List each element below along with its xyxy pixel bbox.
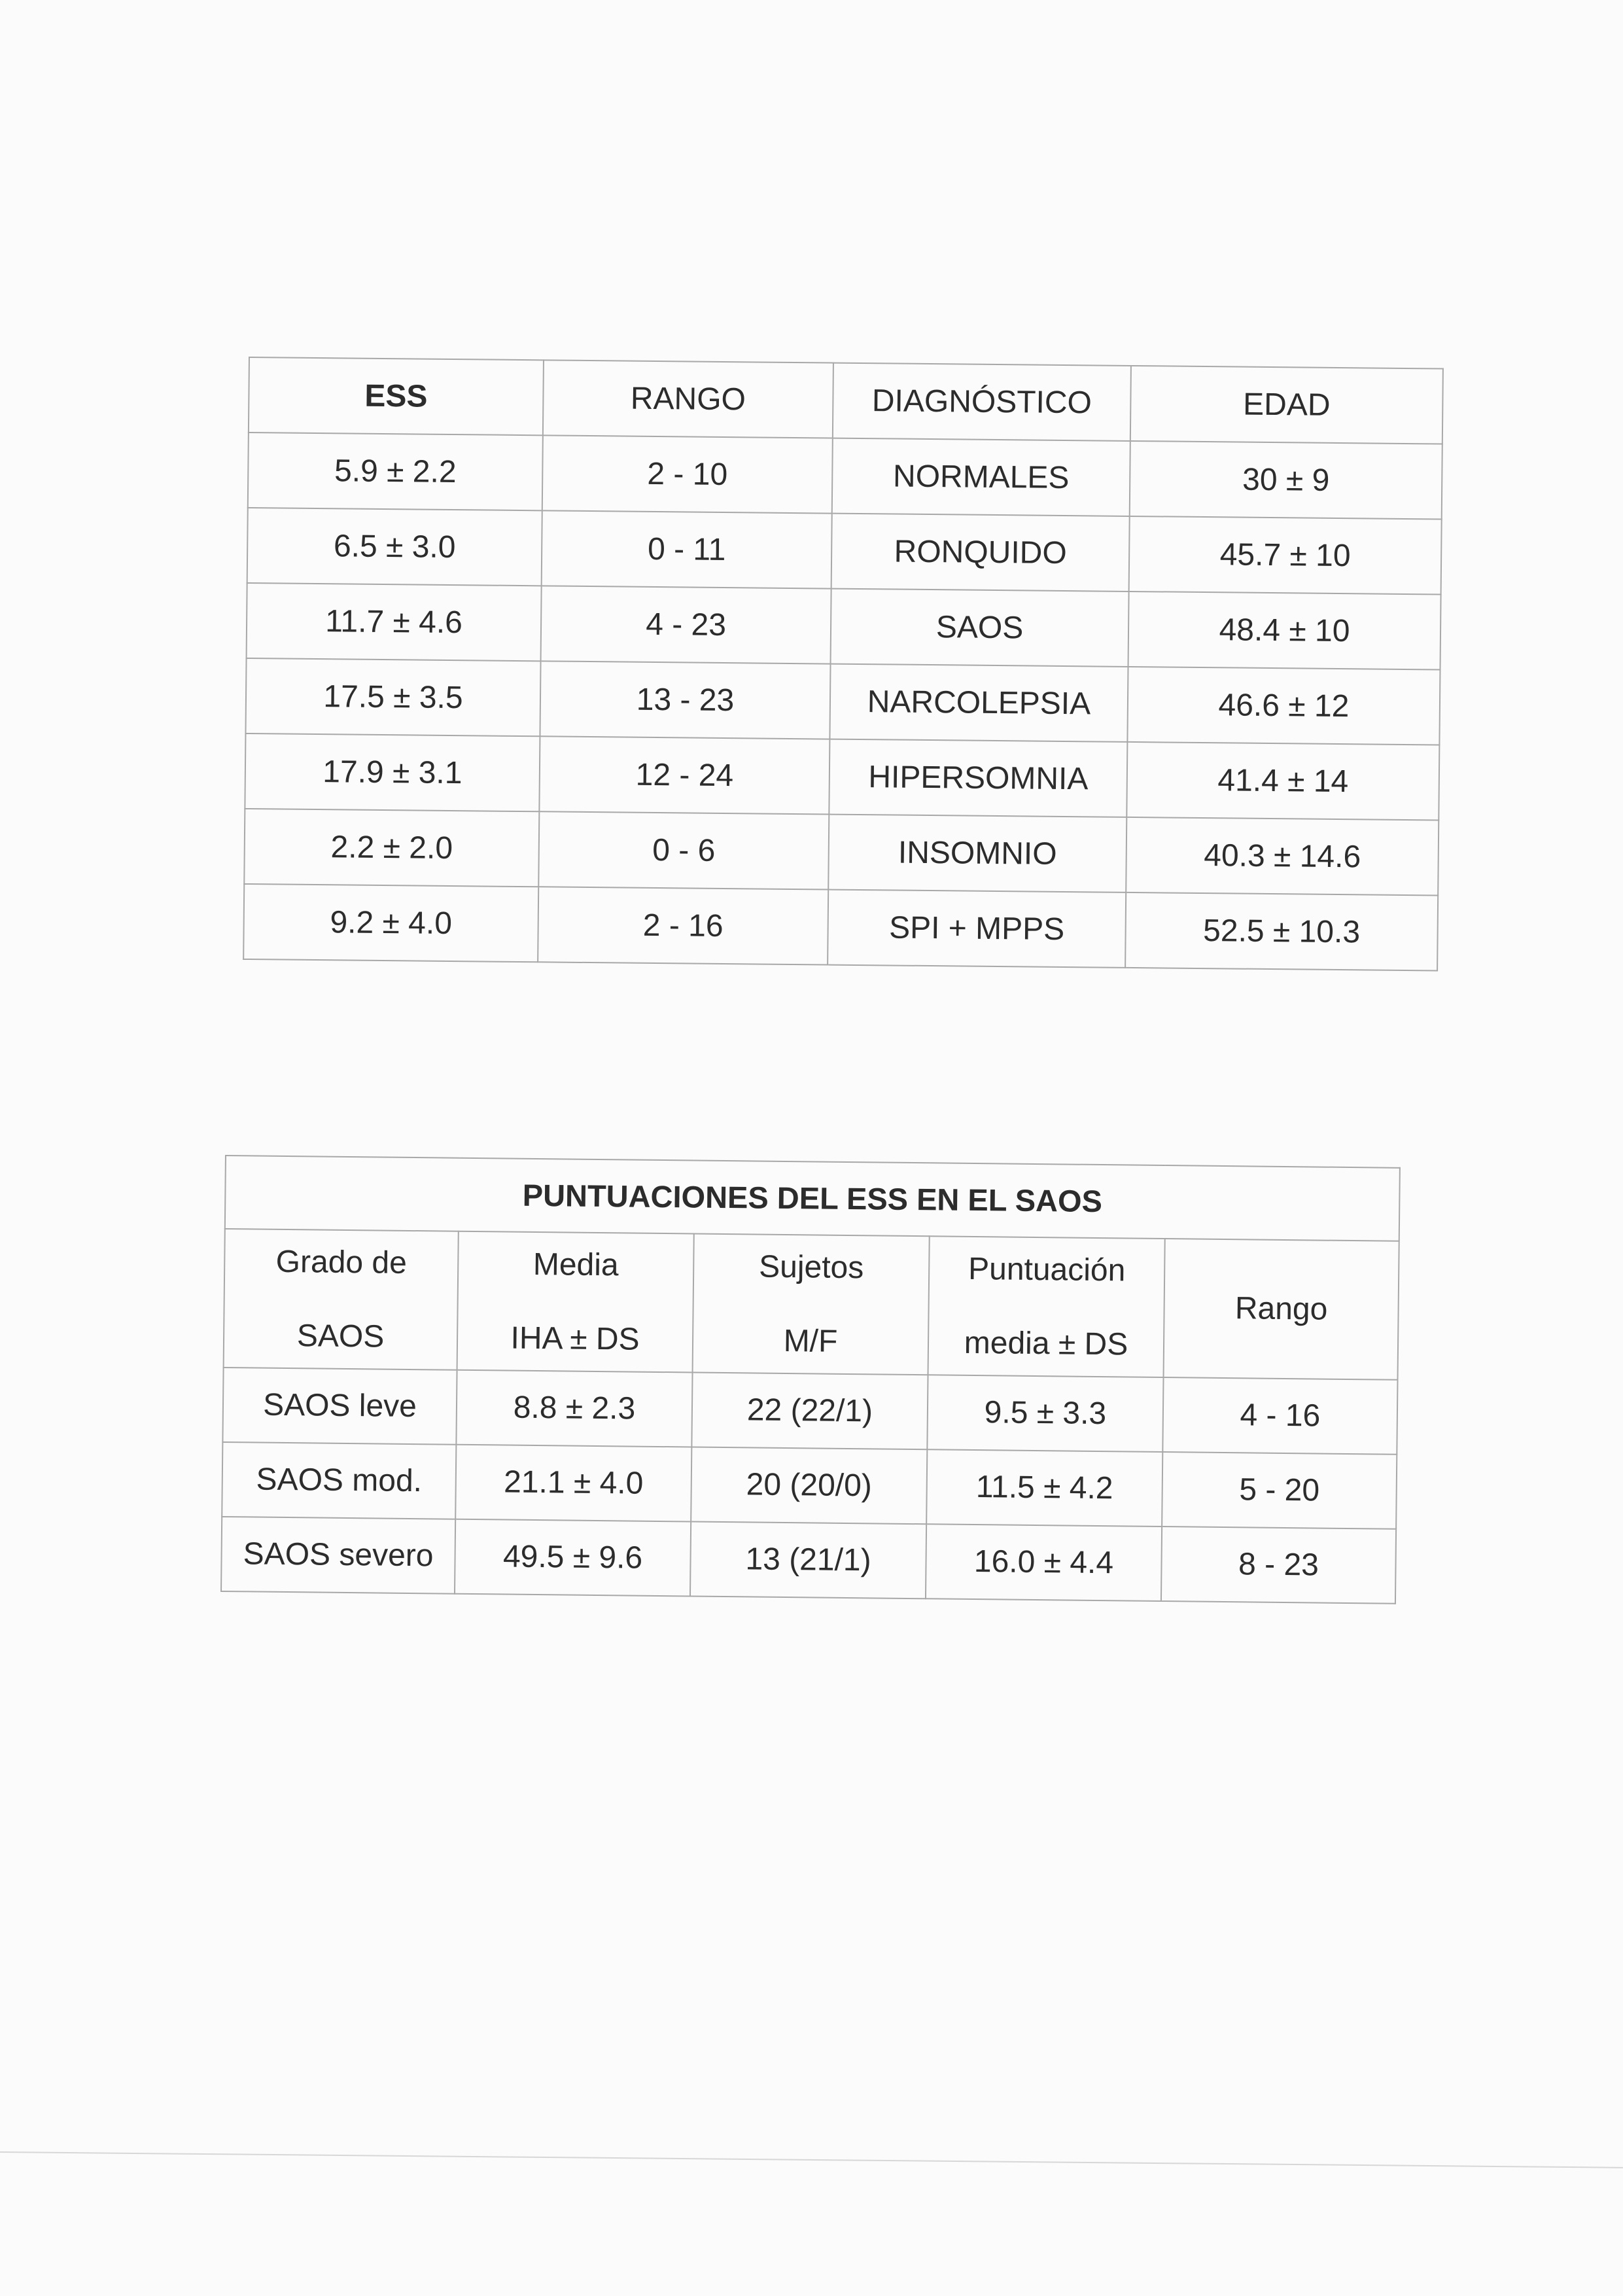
cell-diagnostico: RONQUIDO: [831, 514, 1130, 592]
cell-grado: SAOS severo: [221, 1517, 455, 1594]
cell-ess: 11.7 ± 4.6: [247, 583, 542, 661]
cell-media: 49.5 ± 9.6: [455, 1519, 691, 1597]
header-line: Sujetos: [758, 1249, 864, 1286]
header-puntuacion: [928, 1236, 1165, 1377]
header-line: Rango: [1234, 1291, 1328, 1328]
cell-ess: 9.2 ± 4.0: [243, 884, 538, 962]
header-rango: RANGO: [543, 360, 833, 438]
header-sujetos: [693, 1234, 930, 1375]
table-row: [247, 508, 1442, 595]
cell-edad: 46.6 ± 12: [1127, 667, 1440, 745]
cell-puntuacion: 11.5 ± 4.2: [926, 1449, 1162, 1527]
header-line: media ± DS: [964, 1325, 1128, 1362]
cell-puntuacion: 16.0 ± 4.4: [926, 1524, 1162, 1601]
cell-puntuacion: 9.5 ± 3.3: [927, 1375, 1163, 1452]
cell-sujetos: 22 (22/1): [691, 1373, 928, 1450]
cell-edad: 48.4 ± 10: [1128, 592, 1441, 670]
cell-media: 21.1 ± 4.0: [455, 1445, 691, 1522]
table-title-row: [225, 1156, 1400, 1241]
cell-sujetos: 20 (20/0): [691, 1447, 927, 1524]
table-row: [243, 884, 1438, 971]
cell-ess: 17.9 ± 3.1: [245, 733, 540, 811]
table-row: [245, 733, 1439, 821]
cell-edad: 41.4 ± 14: [1126, 742, 1439, 821]
cell-ess: 17.5 ± 3.5: [245, 658, 540, 736]
cell-diagnostico: HIPERSOMNIA: [829, 739, 1127, 817]
cell-diagnostico: NARCOLEPSIA: [829, 664, 1128, 742]
cell-edad: 40.3 ± 14.6: [1126, 817, 1439, 896]
table-row: [247, 583, 1441, 670]
cell-rango: 13 - 23: [540, 661, 830, 739]
cell-rango: 2 - 16: [538, 887, 828, 964]
cell-grado: SAOS leve: [222, 1368, 457, 1445]
cell-rango: 12 - 24: [539, 736, 829, 814]
table-row: [248, 433, 1442, 520]
cell-rango: 4 - 23: [541, 586, 831, 663]
cell-media: 8.8 ± 2.3: [456, 1370, 692, 1447]
header-ess: ESS: [249, 357, 544, 435]
header-line: Media: [532, 1246, 619, 1283]
table-header-row: [249, 357, 1443, 444]
table-row: [222, 1442, 1397, 1529]
cell-rango: 4 - 16: [1162, 1377, 1397, 1455]
cell-rango: 0 - 6: [538, 811, 829, 889]
cell-rango: 5 - 20: [1162, 1452, 1397, 1529]
cell-diagnostico: INSOMNIO: [828, 815, 1126, 892]
table-header-row: [224, 1229, 1399, 1380]
table-title: PUNTUACIONES DEL ESS EN EL SAOS: [225, 1156, 1400, 1241]
header-line: M/F: [783, 1323, 838, 1359]
header-line: IHA ± DS: [510, 1320, 640, 1357]
header-rango: [1164, 1239, 1399, 1380]
header-edad: EDAD: [1130, 366, 1443, 444]
table-row: [222, 1368, 1397, 1455]
cell-rango: 8 - 23: [1161, 1527, 1396, 1604]
ess-diagnosis-table: [243, 357, 1442, 971]
cell-grado: SAOS mod.: [222, 1442, 456, 1519]
header-media: [457, 1231, 694, 1373]
header-grado: [224, 1229, 459, 1370]
cell-sujetos: 13 (21/1): [690, 1521, 926, 1598]
header-diagnostico: DIAGNÓSTICO: [833, 363, 1131, 441]
saos-scores-table: [220, 1155, 1399, 1604]
cell-edad: 52.5 ± 10.3: [1125, 892, 1438, 971]
table-row: [221, 1517, 1396, 1604]
cell-diagnostico: SAOS: [831, 589, 1129, 667]
cell-edad: 45.7 ± 10: [1129, 516, 1442, 595]
cell-diagnostico: NORMALES: [832, 438, 1130, 516]
cell-ess: 2.2 ± 2.0: [244, 809, 539, 887]
cell-edad: 30 ± 9: [1130, 441, 1442, 520]
table-row: [245, 658, 1440, 745]
cell-diagnostico: SPI + MPPS: [828, 890, 1126, 968]
cell-rango: 2 - 10: [542, 435, 833, 513]
cell-ess: 6.5 ± 3.0: [247, 508, 542, 586]
scan-edge-line: [0, 2151, 1623, 2168]
header-line: Puntuación: [968, 1251, 1126, 1288]
cell-rango: 0 - 11: [542, 510, 832, 588]
cell-ess: 5.9 ± 2.2: [248, 433, 543, 510]
header-line: Grado de: [275, 1244, 408, 1280]
table-row: [244, 809, 1439, 896]
header-line: SAOS: [296, 1318, 385, 1354]
